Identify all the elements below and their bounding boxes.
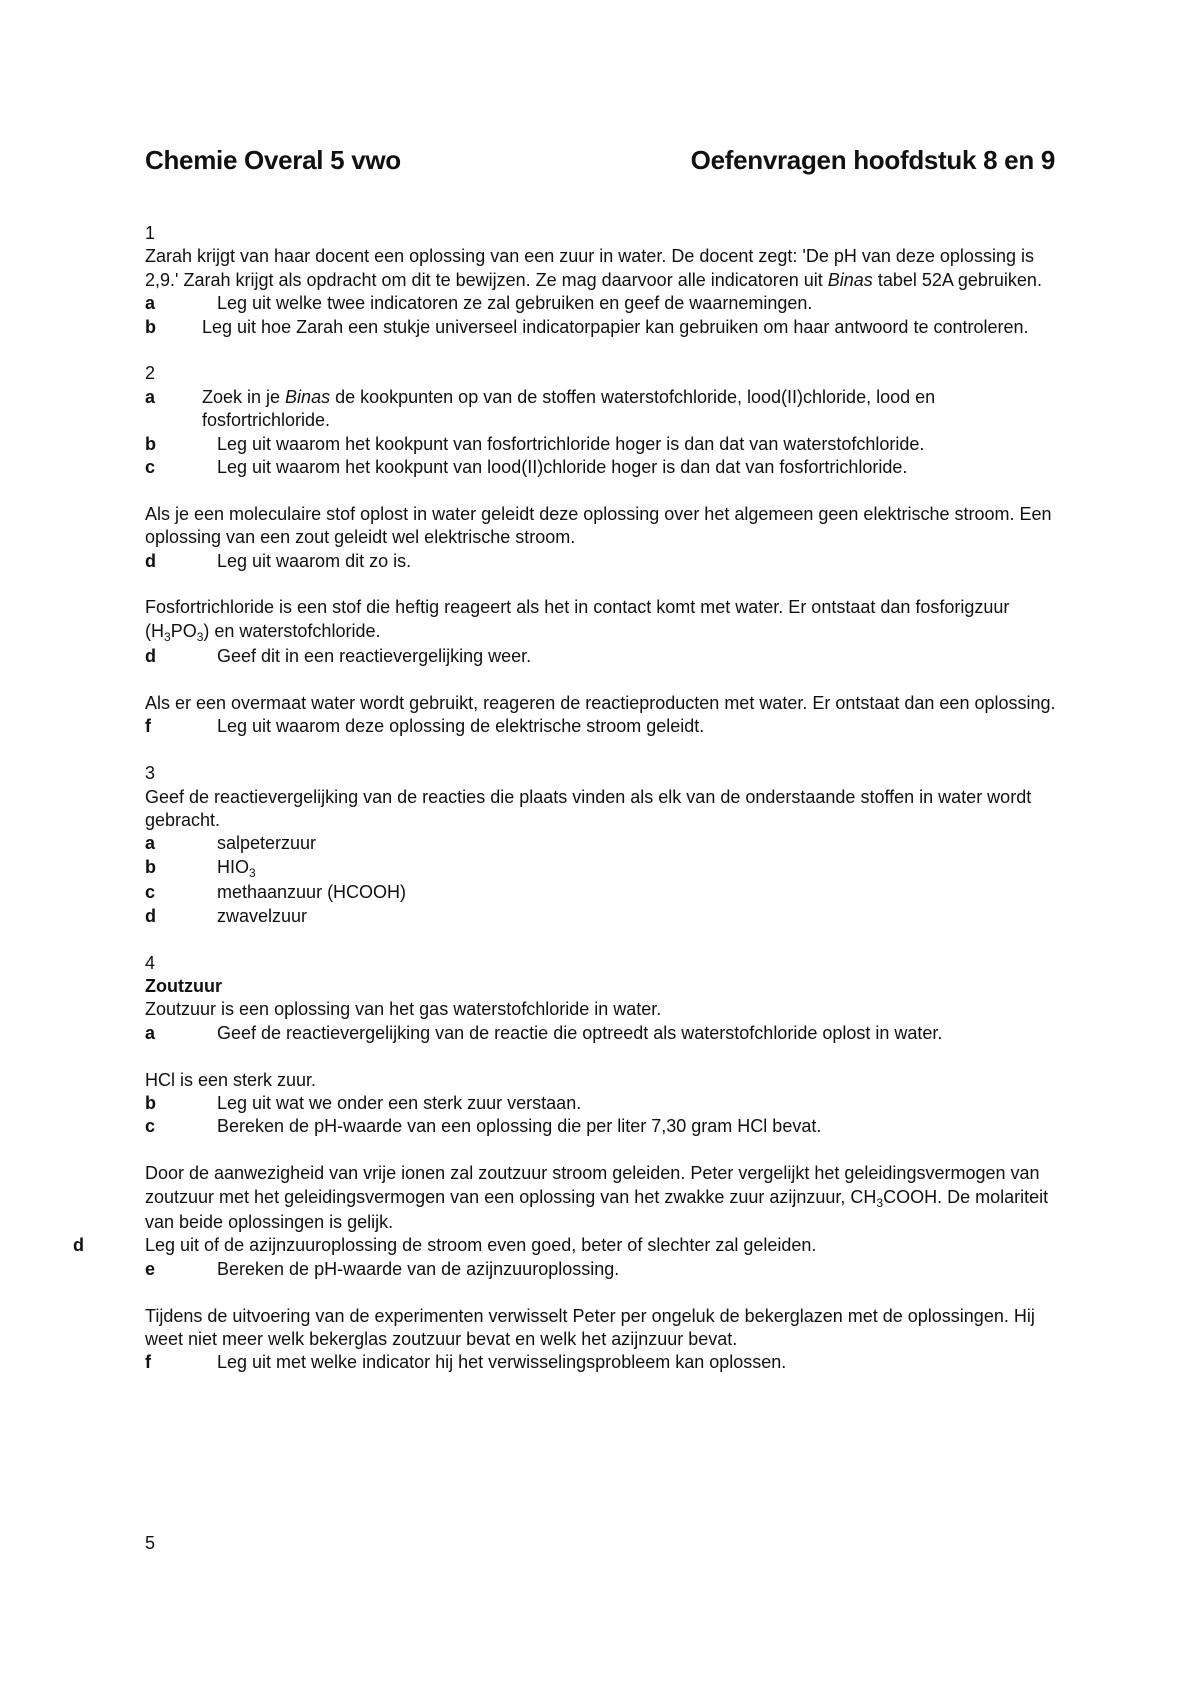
subquestion-label: f: [145, 716, 151, 737]
subquestion-label: b: [145, 856, 156, 877]
subquestion-e: [145, 1258, 1065, 1281]
subquestion-a: [145, 292, 1065, 315]
subquestion-d: [73, 1234, 1065, 1257]
subquestion-text: Leg uit met welke indicator hij het verwisselingsprobleem kan oplossen.: [217, 1352, 787, 1373]
question-number: 4: [145, 952, 156, 973]
question-number: 3: [145, 763, 156, 784]
question-number: 2: [145, 363, 156, 384]
subquestion-f: [145, 715, 1065, 738]
subquestion-label: d: [145, 646, 156, 667]
question-number: 1: [145, 223, 156, 243]
subquestion-label: d: [73, 1235, 84, 1256]
subquestion-label: c: [145, 882, 156, 903]
paragraph: Als je een moleculaire stof oplost in water geleidt deze oplossing over het algemeen geen elektrische stroom. Een oplossing van een zout geleidt wel elektrische stroom.: [145, 503, 1052, 548]
subquestion-text: Leg uit of de azijnzuuroplossing de stroom even goed, beter of slechter zal geleiden.: [145, 1235, 817, 1256]
subquestion-text: Leg uit waarom het kookpunt van lood(II)chloride hoger is dan dat van fosfortrichloride.: [217, 457, 908, 478]
subquestion-text: $HIO_3$: [217, 856, 256, 880]
subquestion-text: salpeterzuur: [217, 833, 317, 854]
paragraph: Door de aanwezigheid van vrije ionen zal zoutzuur stroom geleiden. Peter vergelijkt het geleidingsvermogen van zoutzuur met het geleidingsvermogen van een oplossing van het zwakke zuur azijnzuur, $CH_3COOH$. De molariteit van beide oplossingen is gelijk.: [145, 1163, 1049, 1232]
question-4: [73, 952, 1065, 1375]
subquestion-text: Zoek in je Binas de kookpunten op van de stoffen waterstofchloride, lood(II)chloride, lood en fosfortrichloride.: [202, 386, 936, 431]
header-title-left: Chemie Overal 5 vwo: [145, 145, 401, 175]
subquestion-label: c: [145, 1116, 156, 1137]
subquestion-text: Geef de reactievergelijking van de reactie die optreedt als waterstofchloride oplost in water.: [217, 1022, 943, 1043]
subquestion-c: [145, 881, 1065, 904]
paragraph: Tijdens de uitvoering van de experimenten verwisselt Peter per ongeluk de bekerglazen met de oplossingen. Hij weet niet meer welk bekerglas zoutzuur bevat en welk het azijnzuur bevat.: [145, 1305, 1035, 1349]
subquestion-a: [145, 386, 1065, 433]
subquestion-text: Leg uit hoe Zarah een stukje universeel indicatorpapier kan gebruiken om haar antwoord te controleren.: [202, 316, 1029, 337]
question-intro: Zoutzuur is een oplossing van het gas waterstofchloride in water.: [145, 999, 662, 1020]
subquestion-text: Leg uit waarom deze oplossing de elektrische stroom geleidt.: [217, 716, 705, 737]
subquestion-b: [145, 433, 1065, 456]
subquestion-label: d: [145, 550, 156, 571]
page-number: 5: [145, 1533, 156, 1553]
subquestion-a: [145, 832, 1065, 855]
question-2: [145, 362, 1065, 738]
subquestion-text: Leg uit waarom het kookpunt van fosfortrichloride hoger is dan dat van waterstofchloride.: [217, 433, 925, 454]
subquestion-label: b: [145, 316, 156, 337]
subquestion-label: f: [145, 1352, 151, 1373]
subquestion-label: a: [145, 1022, 156, 1043]
subquestion-b: [145, 856, 1065, 881]
question-1: [145, 222, 1065, 339]
subquestion-d: [145, 645, 1065, 668]
subquestion-d: [145, 550, 1065, 573]
question-intro: Geef de reactievergelijking van de reacties die plaats vinden als elk van de onderstaande stoffen in water wordt gebracht.: [145, 786, 1032, 831]
subquestion-label: c: [145, 457, 156, 478]
subquestion-text: Bereken de pH-waarde van de azijnzuuroplossing.: [217, 1258, 620, 1279]
subquestion-text: methaanzuur (HCOOH): [217, 882, 407, 903]
subquestion-text: Geef dit in een reactievergelijking weer.: [217, 646, 532, 667]
subquestion-label: d: [145, 905, 156, 926]
subquestion-text: Leg uit waarom dit zo is.: [217, 550, 412, 571]
subquestion-text: Bereken de pH-waarde van een oplossing die per liter 7,30 gram HCl bevat.: [217, 1116, 822, 1137]
header-title-right: Oefenvragen hoofdstuk 8 en 9: [690, 145, 1055, 175]
document-body: [73, 222, 1065, 1375]
subquestion-label: a: [145, 293, 156, 314]
paragraph: Fosfortrichloride is een stof die heftig reageert als het in contact komt met water. Er ontstaat dan fosforigzuur $(H_3PO_3)$ en waterstofchloride.: [145, 597, 1010, 644]
paragraph: Als er een overmaat water wordt gebruikt, reageren de reactieproducten met water. Er ontstaat dan een oplossing.: [145, 693, 1056, 714]
subquestion-text: Leg uit welke twee indicatoren ze zal gebruiken en geef de waarnemingen.: [217, 293, 813, 314]
subquestion-b: [145, 1092, 1065, 1115]
paragraph: HCl is een sterk zuur.: [145, 1069, 317, 1090]
subquestion-label: a: [145, 386, 156, 407]
subquestion-label: b: [145, 1092, 156, 1113]
subquestion-label: a: [145, 833, 156, 854]
subquestion-label: e: [145, 1258, 156, 1279]
subquestion-f: [145, 1351, 1065, 1374]
page-header: [145, 145, 1055, 181]
subquestion-d: [145, 905, 1065, 928]
question-3: [145, 762, 1065, 928]
subquestion-c: [145, 456, 1065, 479]
subquestion-label: b: [145, 433, 156, 454]
subquestion-text: Leg uit wat we onder een sterk zuur verstaan.: [217, 1092, 582, 1113]
subquestion-a: [145, 1022, 1065, 1045]
question-title: Zoutzuur: [145, 975, 222, 996]
question-intro: Zarah krijgt van haar docent een oplossing van een zuur in water. De docent zegt: 'De pH van deze oplossing is 2,9.' Zarah krijgt als opdracht om dit te bewijzen. Ze mag daarvoor alle indicatoren uit Binas tabel 52A gebruiken.: [145, 246, 1042, 290]
subquestion-text: zwavelzuur: [217, 905, 308, 926]
subquestion-b: [145, 316, 1065, 339]
subquestion-c: [145, 1115, 1065, 1138]
